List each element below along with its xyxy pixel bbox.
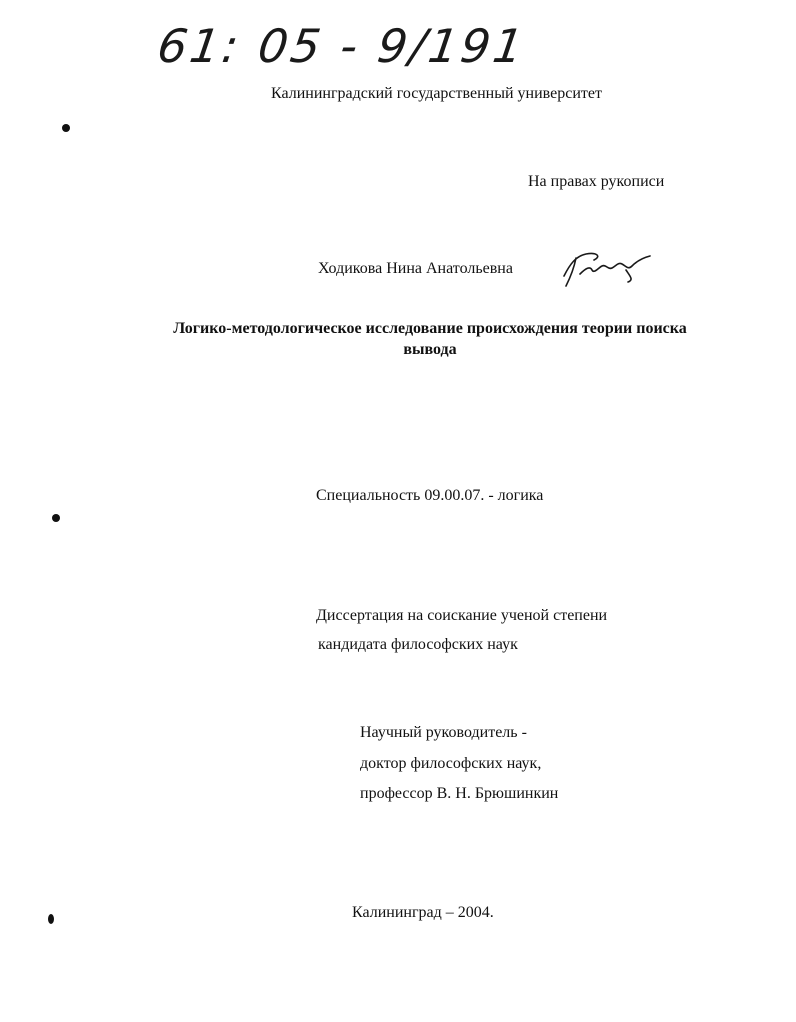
binding-hole-mark (48, 914, 54, 924)
binding-hole-mark (52, 514, 60, 522)
supervisor-label: Научный руководитель - (360, 724, 527, 741)
specialty: Специальность 09.00.07. - логика (316, 487, 544, 504)
university-name: Калининградский государственный университет (271, 85, 602, 102)
dissertation-title (100, 318, 760, 360)
binding-hole-mark (62, 124, 70, 132)
handwritten-archive-code: 61: 05 - 9/191 (154, 19, 530, 73)
author-name: Ходикова Нина Анатольевна (318, 260, 513, 277)
city-year: Калининград – 2004. (352, 904, 494, 921)
supervisor-degree: доктор философских наук, (360, 755, 542, 772)
supervisor-name: профессор В. Н. Брюшинкин (360, 785, 559, 802)
title-line-1: Логико-методологическое исследование происхождения теории поиска (173, 320, 687, 337)
author-signature (556, 246, 656, 288)
title-line-2: вывода (403, 341, 457, 358)
dissertation-degree-line-1: Диссертация на соискание ученой степени (316, 607, 608, 624)
manuscript-rights-note: На правах рукописи (528, 173, 665, 190)
dissertation-degree-line-2: кандидата философских наук (318, 636, 518, 653)
